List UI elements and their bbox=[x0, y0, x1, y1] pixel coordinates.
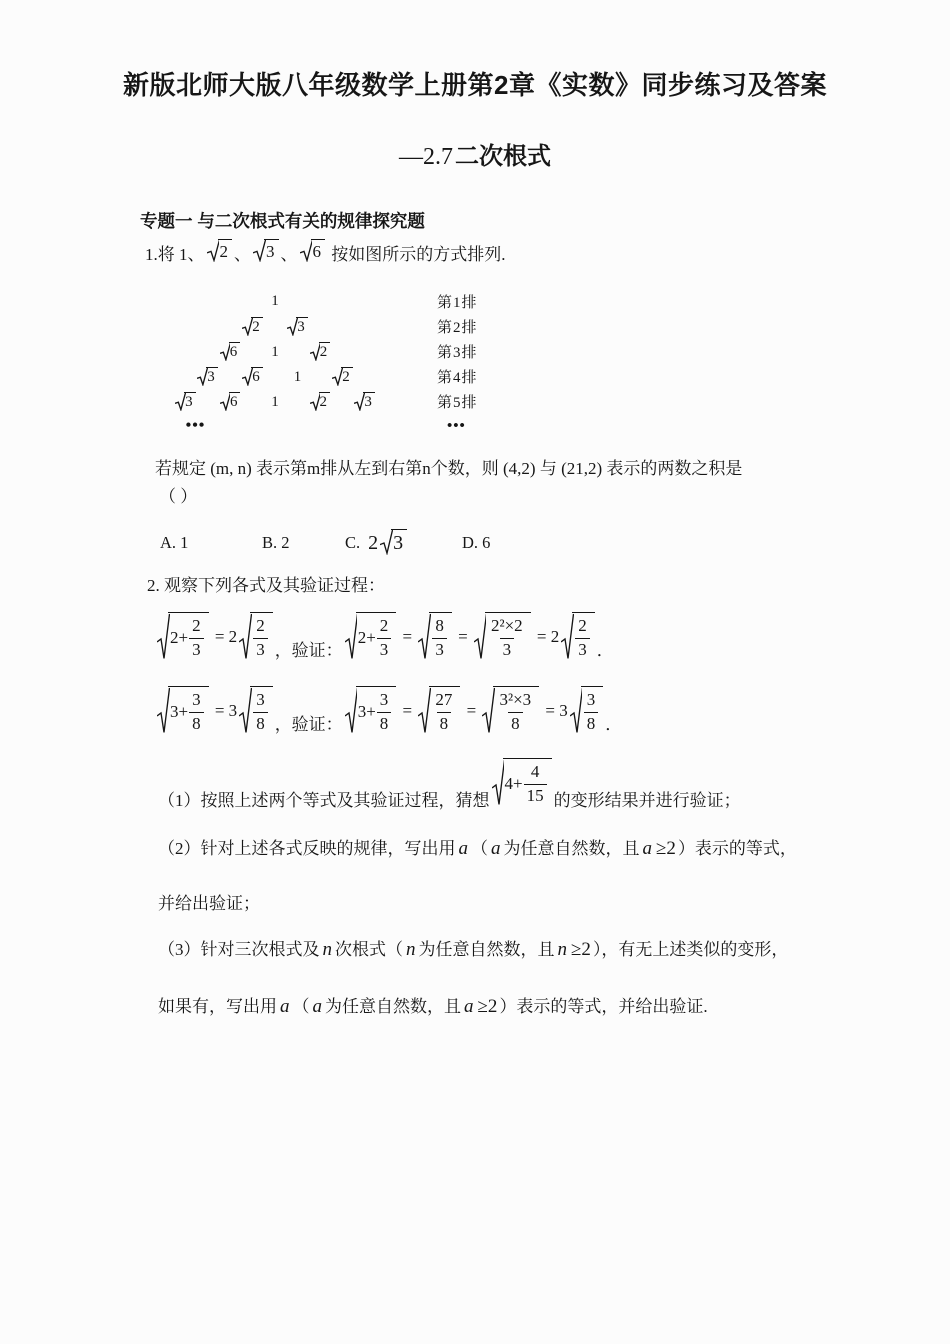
math-relation: ≥2 bbox=[656, 837, 676, 859]
radicand bbox=[391, 529, 407, 555]
math-text: 按如图所示的方式排列. bbox=[327, 244, 506, 264]
radical-sign-icon bbox=[239, 686, 252, 736]
math-text: （ bbox=[471, 838, 488, 858]
math-text: 1 bbox=[271, 343, 279, 360]
math-relation: ≥2 bbox=[571, 939, 591, 961]
figure-row-label: 第4排 bbox=[437, 369, 478, 386]
math-text: 3 bbox=[578, 639, 587, 659]
math-text: 为任意自然数，且 bbox=[325, 996, 461, 1016]
figure-cell bbox=[298, 342, 343, 361]
figure-pyramid-cells bbox=[163, 417, 397, 435]
figure-row bbox=[163, 339, 950, 364]
square-root bbox=[220, 342, 241, 361]
radicand bbox=[218, 239, 233, 262]
radicand bbox=[251, 367, 263, 386]
fraction bbox=[488, 615, 526, 662]
fraction-numerator bbox=[189, 615, 204, 638]
figure-cell bbox=[253, 342, 298, 361]
topic-heading: 专题一 与二次根式有关的规律探究题 bbox=[140, 210, 425, 231]
radical-sign-icon bbox=[253, 239, 266, 262]
option-c-label: C. bbox=[345, 532, 361, 552]
radical-sign-icon bbox=[474, 612, 487, 662]
math-variable: a bbox=[458, 837, 468, 859]
figure-row-label: 第5排 bbox=[437, 394, 478, 411]
math-text: 3+ bbox=[170, 702, 189, 722]
math-variable: a bbox=[280, 995, 290, 1017]
math-text: = 3 bbox=[541, 700, 568, 720]
math-text: 2+ bbox=[170, 628, 189, 648]
math-text: 8 bbox=[586, 713, 596, 733]
square-root bbox=[300, 239, 326, 262]
figure-pyramid-cells bbox=[163, 293, 387, 310]
option-c-math bbox=[368, 529, 409, 555]
math-text: = 2 bbox=[210, 626, 238, 646]
radicand bbox=[311, 239, 326, 262]
figure-pyramid-cells bbox=[163, 367, 387, 386]
option-c bbox=[345, 527, 462, 553]
math-text: 3 bbox=[297, 318, 305, 335]
radicand bbox=[250, 686, 273, 736]
fraction-denominator bbox=[189, 712, 204, 736]
fraction bbox=[189, 689, 204, 736]
math-text: 3 bbox=[586, 690, 596, 710]
math-text: 2 bbox=[578, 616, 587, 636]
math-text: 27 bbox=[435, 690, 453, 710]
figure-row bbox=[163, 314, 950, 339]
math-text: ••• bbox=[185, 417, 206, 435]
square-root bbox=[345, 612, 397, 662]
radical-sign-icon bbox=[354, 392, 365, 411]
square-root bbox=[157, 612, 209, 662]
fraction-numerator bbox=[189, 689, 204, 712]
answer-blank-parentheses: （ ） bbox=[159, 486, 198, 506]
math-text: 3 bbox=[502, 639, 512, 659]
square-root bbox=[287, 317, 308, 336]
fraction-denominator bbox=[253, 638, 268, 662]
figure-cell bbox=[253, 392, 298, 411]
math-text: ）表示的等式， bbox=[677, 838, 797, 858]
math-text: 8 bbox=[511, 713, 520, 733]
radicand bbox=[251, 317, 263, 336]
square-root bbox=[239, 612, 273, 662]
radical-sign-icon bbox=[380, 529, 393, 555]
math-text: = 2 bbox=[532, 626, 560, 646]
math-variable: a bbox=[312, 995, 322, 1017]
radicand bbox=[206, 367, 218, 386]
option-a: A. 1 bbox=[160, 532, 189, 552]
math-text: 6 bbox=[229, 343, 238, 360]
math-variable: n bbox=[322, 939, 332, 961]
math-text: 次根式（ bbox=[335, 940, 403, 960]
figure-cell bbox=[275, 317, 320, 336]
fraction-denominator bbox=[575, 638, 590, 662]
math-text: 1 bbox=[271, 292, 279, 309]
figure-pyramid-cells bbox=[163, 392, 387, 411]
radical-sign-icon bbox=[242, 367, 253, 386]
math-text: 8 bbox=[435, 616, 444, 636]
fraction bbox=[496, 689, 534, 736]
fraction-numerator bbox=[575, 615, 590, 638]
radical-sign-icon bbox=[220, 342, 231, 361]
radicand bbox=[319, 392, 331, 411]
figure-cell bbox=[253, 293, 298, 310]
figure-row-label: 第1排 bbox=[437, 294, 478, 311]
radicand bbox=[264, 239, 279, 262]
math-text: 2 bbox=[319, 343, 328, 360]
fraction-denominator bbox=[437, 712, 452, 736]
radical-sign-icon bbox=[310, 342, 321, 361]
radicand bbox=[581, 686, 604, 736]
square-root bbox=[310, 342, 331, 361]
radicand bbox=[503, 758, 552, 808]
math-text: 3 bbox=[185, 393, 193, 410]
figure-cell bbox=[342, 392, 387, 411]
radical-sign-icon bbox=[157, 612, 170, 662]
question2-identity-1 bbox=[155, 604, 950, 670]
radicand bbox=[184, 392, 196, 411]
radical-sign-icon bbox=[239, 612, 252, 662]
figure-cell bbox=[230, 317, 275, 336]
math-text: 6 bbox=[312, 241, 321, 261]
figure-cell bbox=[185, 367, 230, 386]
fraction bbox=[432, 689, 455, 736]
math-text: = bbox=[398, 700, 417, 720]
math-text: 2 bbox=[256, 616, 265, 636]
radical-sign-icon bbox=[418, 686, 431, 736]
math-text: 6 bbox=[229, 393, 238, 410]
radicand bbox=[319, 342, 331, 361]
figure-cell bbox=[275, 367, 320, 386]
math-text: 、 bbox=[234, 244, 251, 264]
radical-sign-icon bbox=[332, 367, 343, 386]
math-text: 2 bbox=[252, 318, 260, 335]
math-text: 15 bbox=[526, 785, 544, 805]
fraction-denominator bbox=[377, 638, 392, 662]
math-text: ． bbox=[596, 640, 614, 660]
figure-row bbox=[163, 289, 950, 314]
fraction-numerator bbox=[432, 689, 455, 712]
math-text: = bbox=[398, 626, 417, 646]
math-text: 的变形结果并进行验证； bbox=[553, 790, 741, 810]
radicand bbox=[168, 612, 209, 662]
fraction-numerator bbox=[253, 689, 268, 712]
math-text: ），有无上述类似的变形， bbox=[592, 940, 789, 960]
math-text: 3 bbox=[256, 690, 265, 710]
math-text: 、 bbox=[280, 244, 298, 264]
question2-part-2 bbox=[158, 835, 950, 864]
radicand bbox=[363, 392, 375, 411]
question2-part-1 bbox=[158, 758, 950, 811]
fraction bbox=[524, 761, 547, 808]
math-text: 3 bbox=[435, 639, 444, 659]
radical-sign-icon bbox=[482, 686, 495, 736]
radical-sign-icon bbox=[197, 367, 208, 386]
math-text: 2 bbox=[368, 531, 379, 554]
fraction-numerator bbox=[528, 761, 543, 784]
square-root bbox=[207, 239, 233, 262]
math-text: 2 bbox=[192, 616, 201, 636]
math-text: 3 bbox=[266, 241, 275, 261]
math-text: 2+ bbox=[357, 628, 376, 648]
radical-sign-icon bbox=[310, 392, 321, 411]
math-text: 2 bbox=[319, 393, 328, 410]
square-root bbox=[197, 367, 218, 386]
fraction-denominator bbox=[584, 712, 599, 736]
square-root bbox=[345, 686, 397, 736]
math-text: 3 bbox=[379, 690, 389, 710]
square-root bbox=[310, 392, 331, 411]
math-text: = bbox=[453, 626, 472, 646]
square-root bbox=[561, 612, 595, 662]
math-text: 2²×2 bbox=[490, 616, 523, 636]
fraction-numerator bbox=[377, 689, 392, 712]
figure-pyramid-cells bbox=[163, 317, 387, 336]
question1-stem bbox=[155, 455, 950, 511]
square-root bbox=[242, 317, 263, 336]
figure-cell bbox=[173, 417, 218, 435]
math-text: 3 bbox=[207, 368, 215, 385]
math-text: 1 bbox=[293, 368, 302, 385]
figure-pyramid-cells bbox=[163, 342, 387, 361]
math-text: 2 bbox=[219, 241, 228, 261]
square-root bbox=[175, 392, 196, 411]
square-root bbox=[474, 612, 531, 662]
figure-row bbox=[163, 364, 950, 389]
radical-sign-icon bbox=[345, 686, 358, 736]
math-text: ． bbox=[605, 714, 623, 734]
square-root bbox=[492, 758, 552, 808]
fraction-denominator bbox=[508, 712, 523, 736]
question2-intro: 2. 观察下列各式及其验证过程： bbox=[147, 575, 385, 595]
figure-row bbox=[163, 414, 950, 439]
radical-sign-icon bbox=[561, 612, 574, 662]
math-variable: a bbox=[464, 995, 474, 1017]
math-variable: n bbox=[406, 939, 416, 961]
fraction bbox=[189, 615, 204, 662]
figure-row-label: 第2排 bbox=[437, 319, 478, 336]
math-text: = bbox=[462, 700, 481, 720]
math-text: （1）按照上述两个等式及其验证过程，猜想 bbox=[158, 790, 490, 810]
math-text: 3 bbox=[379, 639, 389, 659]
radical-sign-icon bbox=[345, 612, 358, 662]
figure-cell bbox=[163, 392, 208, 411]
triangle-figure bbox=[163, 289, 950, 439]
square-root bbox=[220, 392, 241, 411]
radical-sign-icon bbox=[287, 317, 298, 336]
math-text: 4+ bbox=[504, 774, 523, 794]
radical-sign-icon bbox=[220, 392, 231, 411]
math-text: 8 bbox=[439, 713, 449, 733]
radicand bbox=[356, 612, 397, 662]
radical-sign-icon bbox=[418, 612, 431, 662]
radical-sign-icon bbox=[492, 758, 505, 808]
radical-sign-icon bbox=[570, 686, 583, 736]
math-text: ）表示的等式，并给出验证. bbox=[499, 996, 708, 1016]
math-text: 为任意自然数，且 bbox=[418, 940, 555, 960]
figure-cell bbox=[208, 342, 253, 361]
math-text: 2 bbox=[342, 368, 350, 385]
fraction-denominator bbox=[432, 638, 447, 662]
page-title: 新版北师大版八年级数学上册第2章《实数》同步练习及答案 bbox=[123, 70, 827, 100]
math-relation: ≥2 bbox=[477, 995, 498, 1017]
math-text: 2 bbox=[379, 616, 389, 636]
fraction-numerator bbox=[488, 615, 526, 638]
math-text: 1 bbox=[271, 393, 279, 410]
square-root bbox=[380, 529, 407, 555]
fraction-denominator bbox=[253, 712, 268, 736]
fraction-denominator bbox=[377, 712, 392, 736]
radical-sign-icon bbox=[300, 239, 313, 262]
radicand bbox=[429, 686, 460, 736]
square-root bbox=[354, 392, 375, 411]
fraction bbox=[377, 689, 392, 736]
radicand bbox=[250, 612, 273, 662]
square-root bbox=[418, 612, 452, 662]
math-variable: n bbox=[557, 939, 567, 961]
radicand bbox=[429, 612, 452, 662]
question1-intro bbox=[145, 239, 950, 265]
radicand bbox=[229, 342, 241, 361]
radicand bbox=[493, 686, 539, 736]
radicand bbox=[485, 612, 531, 662]
radical-sign-icon bbox=[207, 239, 220, 262]
fraction-numerator bbox=[377, 615, 392, 638]
fraction bbox=[377, 615, 392, 662]
math-text: 为任意自然数，且 bbox=[503, 838, 640, 858]
math-text: ，验证： bbox=[274, 640, 343, 660]
math-text: = 3 bbox=[210, 700, 238, 720]
radical-sign-icon bbox=[157, 686, 170, 736]
fraction bbox=[575, 615, 590, 662]
radical-sign-icon bbox=[175, 392, 186, 411]
figure-row bbox=[163, 389, 950, 414]
square-root bbox=[418, 686, 460, 736]
fraction bbox=[253, 615, 268, 662]
question2-part-3 bbox=[158, 936, 950, 965]
question1-stem-text: 若规定 (m, n) 表示第m排从左到右第n个数，则 (4,2) 与 (21,2) 表示的两数之积是 bbox=[155, 458, 743, 478]
square-root bbox=[239, 686, 273, 736]
math-text: （3）针对三次根式及 bbox=[158, 940, 320, 960]
option-d: D. 6 bbox=[462, 532, 491, 552]
fraction-denominator bbox=[189, 638, 204, 662]
radicand bbox=[168, 686, 209, 736]
question2-part-3-continued bbox=[158, 993, 950, 1022]
math-text: 8 bbox=[379, 713, 389, 733]
square-root bbox=[242, 367, 263, 386]
math-text: 3 bbox=[192, 639, 201, 659]
fraction-numerator bbox=[496, 689, 534, 712]
math-text: 3 bbox=[364, 393, 372, 410]
math-text: 4 bbox=[530, 761, 540, 781]
option-b: B. 2 bbox=[262, 532, 290, 552]
fraction-numerator bbox=[432, 615, 447, 638]
math-text: 6 bbox=[252, 368, 260, 385]
square-root bbox=[253, 239, 279, 262]
math-variable: a bbox=[642, 837, 652, 859]
figure-row-label: ••• bbox=[447, 417, 466, 434]
radicand bbox=[356, 686, 397, 736]
subtitle-section-number: —2.7 bbox=[399, 144, 453, 171]
fraction-denominator bbox=[524, 784, 547, 808]
math-text: 3²×3 bbox=[499, 690, 532, 710]
math-text: 3 bbox=[192, 690, 201, 710]
figure-cell bbox=[320, 367, 365, 386]
radicand bbox=[296, 317, 308, 336]
fraction bbox=[253, 689, 268, 736]
math-text: 3+ bbox=[357, 702, 376, 722]
question2-identity-2 bbox=[155, 678, 950, 744]
square-root bbox=[482, 686, 539, 736]
radical-sign-icon bbox=[242, 317, 253, 336]
radicand bbox=[229, 392, 241, 411]
figure-cell bbox=[208, 392, 253, 411]
square-root bbox=[570, 686, 604, 736]
math-text: 8 bbox=[256, 713, 265, 733]
math-text: 如果有，写出用 bbox=[158, 996, 277, 1016]
math-text: 8 bbox=[192, 713, 201, 733]
square-root bbox=[157, 686, 209, 736]
question2-part-2-continued: 并给出验证； bbox=[158, 894, 260, 914]
subtitle-section-name: 二次根式 bbox=[455, 143, 551, 171]
figure-cell bbox=[297, 392, 342, 411]
question1-options bbox=[160, 519, 950, 553]
math-text: 3 bbox=[256, 639, 265, 659]
fraction-denominator bbox=[500, 638, 515, 662]
square-root bbox=[332, 367, 353, 386]
math-text: （2）针对上述各式反映的规律，写出用 bbox=[158, 838, 456, 858]
radicand bbox=[341, 367, 353, 386]
figure-cell bbox=[230, 367, 275, 386]
math-text: ，验证： bbox=[274, 714, 343, 734]
page-subtitle bbox=[0, 143, 950, 172]
fraction-numerator bbox=[584, 689, 599, 712]
figure-row-label: 第3排 bbox=[437, 344, 478, 361]
math-text: （ bbox=[292, 996, 310, 1016]
radicand bbox=[572, 612, 595, 662]
fraction-numerator bbox=[253, 615, 268, 638]
math-text: 3 bbox=[393, 531, 404, 554]
math-variable: a bbox=[491, 837, 501, 859]
fraction bbox=[584, 689, 599, 736]
fraction bbox=[432, 615, 447, 662]
math-text: 1.将 1、 bbox=[145, 244, 205, 264]
